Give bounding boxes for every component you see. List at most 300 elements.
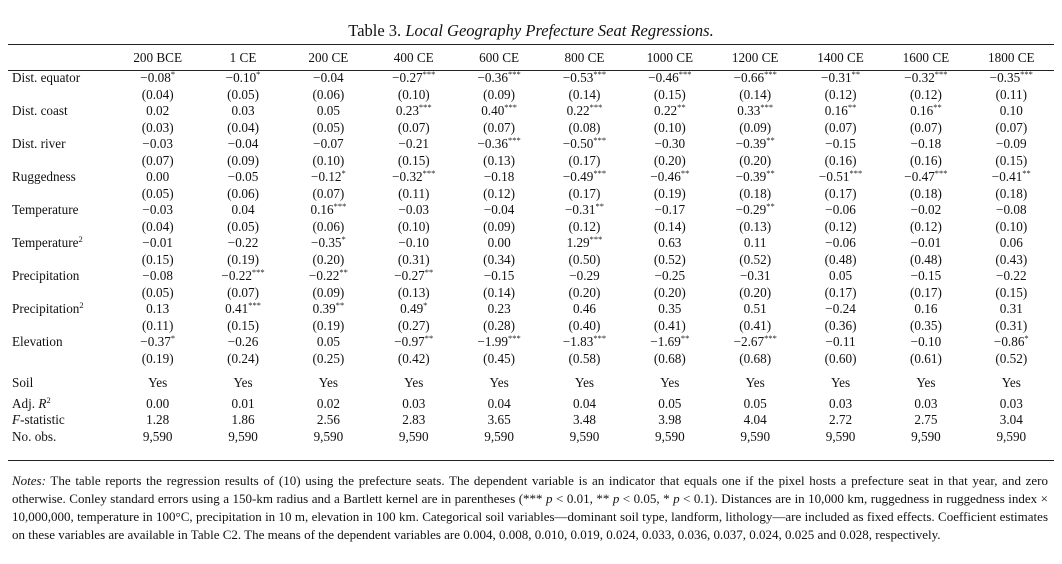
coefficient-cell: −0.03	[142, 136, 173, 151]
coefficient-cell: −2.67***	[733, 333, 777, 349]
std-error-cell: (0.19)	[227, 251, 259, 267]
coefficient-cell: 0.00	[146, 169, 170, 184]
coefficient-cell: −0.10	[910, 334, 942, 349]
column-header: 600 CE	[479, 49, 520, 65]
column-header: 1400 CE	[817, 49, 864, 65]
coefficient-cell: −0.51***	[818, 168, 863, 184]
std-error-cell: (0.09)	[483, 86, 516, 102]
std-error-cell: (0.35)	[909, 317, 942, 333]
std-error-cell: (0.45)	[483, 350, 516, 366]
table-row	[8, 429, 1054, 446]
std-error-cell: (0.10)	[653, 119, 686, 135]
coefficient-cell: 0.00	[487, 235, 511, 250]
std-error-cell: (0.24)	[227, 350, 259, 366]
std-error-cell: (0.16)	[824, 152, 857, 168]
coefficient-cell: 0.35	[658, 301, 682, 316]
std-error-cell: (0.13)	[739, 218, 772, 234]
std-error-cell: (0.15)	[653, 86, 686, 102]
coefficient-cell: −0.21	[398, 136, 430, 151]
std-error-cell: (0.68)	[739, 350, 772, 366]
coefficient-cell: 0.46	[572, 301, 597, 316]
stat-cell: 2.75	[914, 412, 938, 427]
std-error-cell: (0.12)	[824, 86, 857, 102]
soil-cell: Yes	[830, 375, 851, 390]
std-error-cell: (0.12)	[483, 185, 516, 201]
std-error-cell: (0.20)	[312, 251, 345, 267]
coefficient-cell: −0.27**	[394, 267, 434, 283]
coefficient-cell: −0.32***	[392, 168, 436, 184]
top-rule	[8, 44, 1054, 45]
coefficient-cell: −0.26	[227, 334, 259, 349]
stat-cell: 0.05	[743, 395, 767, 411]
coefficient-cell: 0.11	[743, 235, 767, 250]
std-error-cell: (0.06)	[312, 218, 345, 234]
coefficient-cell: −0.22**	[308, 267, 348, 283]
coefficient-cell: −0.36***	[477, 69, 521, 85]
table-row	[8, 396, 1054, 413]
coefficient-cell: 0.63	[658, 235, 682, 250]
std-error-cell: (0.25)	[312, 350, 345, 366]
coefficient-cell: 0.51	[743, 301, 767, 316]
caption-prefix: Table 3.	[348, 21, 402, 40]
column-header: 1 CE	[229, 49, 257, 65]
std-error-cell: (0.68)	[653, 350, 686, 366]
stat-cell: 3.65	[487, 412, 511, 427]
coefficient-cell: −0.35*	[311, 234, 346, 250]
coefficient-cell: −0.50***	[562, 135, 607, 151]
std-error-cell: (0.07)	[909, 119, 942, 135]
soil-cell: Yes	[916, 375, 936, 390]
coefficient-cell: −0.18	[483, 169, 515, 184]
stat-cell: 1.28	[146, 412, 170, 427]
soil-cell: Yes	[404, 375, 424, 390]
column-header: 200 CE	[308, 49, 349, 65]
stat-cell: 2.72	[829, 412, 853, 427]
std-error-cell: (0.20)	[568, 284, 601, 300]
coefficient-cell: −0.31**	[564, 201, 604, 217]
coefficient-cell: −0.22	[227, 235, 259, 250]
table-row	[8, 412, 1054, 429]
coefficient-cell: 0.05	[829, 268, 853, 283]
std-error-cell: (0.04)	[227, 119, 259, 135]
stat-cell: 3.48	[572, 412, 597, 427]
std-error-cell: (0.28)	[483, 317, 516, 333]
stat-cell: 9,590	[655, 428, 685, 444]
std-error-cell: (0.42)	[397, 350, 430, 366]
table-row	[8, 301, 1054, 318]
std-error-cell: (0.06)	[312, 86, 345, 102]
std-error-cell: (0.12)	[568, 218, 601, 234]
std-error-cell: (0.17)	[824, 185, 857, 201]
coefficient-cell: −0.08	[142, 268, 173, 283]
coefficient-cell: −0.03	[142, 202, 173, 217]
soil-cell: Yes	[148, 375, 168, 390]
column-header: 800 CE	[564, 49, 605, 65]
coefficient-cell: 0.06	[999, 235, 1023, 250]
std-error-cell: (0.12)	[824, 218, 857, 234]
stat-label: F-statistic	[12, 412, 65, 427]
std-error-cell: (0.10)	[397, 218, 430, 234]
std-error-cell: (0.09)	[483, 218, 516, 234]
coefficient-cell: 0.16**	[824, 102, 857, 118]
std-error-cell: (0.14)	[568, 86, 601, 102]
stat-label: Adj. $R^2$	[12, 394, 51, 411]
coefficient-cell: −0.53***	[562, 69, 607, 85]
std-error-cell: (0.10)	[995, 218, 1028, 234]
std-error-cell: (0.03)	[141, 119, 174, 135]
stat-cell: 9,590	[740, 428, 771, 444]
std-error-cell: (0.06)	[227, 185, 259, 201]
coefficient-cell: −0.29**	[735, 201, 775, 217]
coefficient-cell: −0.36***	[477, 135, 521, 151]
stat-cell: 1.86	[231, 412, 255, 427]
coefficient-cell: −0.46**	[650, 168, 690, 184]
std-error-cell: (0.13)	[483, 152, 516, 168]
coefficient-cell: −1.99***	[477, 333, 521, 349]
blank-label	[8, 285, 115, 302]
blank-label	[8, 351, 115, 368]
std-error-cell: (0.07)	[312, 185, 345, 201]
regression-table	[8, 49, 1054, 445]
stat-cell: 0.02	[316, 395, 340, 411]
std-error-cell: (0.09)	[227, 152, 259, 168]
column-header: 200 BCE	[133, 49, 183, 65]
stat-cell: 0.01	[231, 395, 255, 411]
coefficient-cell: 0.23	[487, 301, 511, 316]
coefficient-cell: 0.22***	[566, 102, 603, 118]
spacer-row	[8, 367, 1054, 375]
variable-label: Elevation	[12, 334, 63, 349]
std-error-cell: (0.16)	[909, 152, 942, 168]
std-error-cell: (0.50)	[568, 251, 601, 267]
bottom-rule	[8, 460, 1054, 461]
stat-cell: 0.03	[914, 395, 938, 411]
coefficient-cell: −0.10	[398, 235, 430, 250]
std-error-cell: (0.15)	[995, 152, 1028, 168]
std-error-cell: (0.15)	[227, 317, 259, 333]
coefficient-cell: −0.18	[910, 136, 942, 151]
stat-cell: 0.00	[146, 395, 170, 411]
coefficient-cell: 0.16***	[310, 201, 347, 217]
std-error-cell: (0.19)	[312, 317, 345, 333]
std-error-cell: (0.14)	[653, 218, 686, 234]
stat-cell: 9,590	[569, 428, 600, 444]
coefficient-cell: −0.17	[654, 202, 686, 217]
table-row	[8, 103, 1054, 120]
coefficient-cell: −0.31**	[821, 69, 861, 85]
std-error-cell: (0.48)	[824, 251, 857, 267]
stat-cell: 3.98	[658, 412, 682, 427]
coefficient-cell: −0.07	[313, 136, 344, 151]
coefficient-cell: −0.35***	[989, 69, 1033, 85]
stat-cell: 0.04	[572, 395, 597, 411]
coefficient-cell: −0.30	[654, 136, 686, 151]
std-error-cell: (0.11)	[995, 86, 1027, 102]
std-error-cell: (0.07)	[141, 152, 174, 168]
coefficient-cell: −0.37*	[140, 333, 176, 349]
column-header: 1000 CE	[646, 49, 694, 65]
coefficient-cell: −0.47***	[904, 168, 948, 184]
coefficient-cell: −0.15	[825, 136, 856, 151]
table-caption	[0, 20, 1062, 42]
table-row	[8, 169, 1054, 186]
std-error-cell: (0.11)	[141, 317, 174, 333]
std-error-cell: (0.10)	[397, 86, 430, 102]
std-error-cell: (0.41)	[653, 317, 686, 333]
coefficient-cell: −0.02	[910, 202, 942, 217]
std-error-cell: (0.09)	[739, 119, 772, 135]
table-row	[8, 120, 1054, 137]
std-error-cell: (0.05)	[312, 119, 345, 135]
variable-label: Soil	[12, 375, 34, 390]
std-error-cell: (0.31)	[397, 251, 430, 267]
spacer	[8, 367, 115, 375]
std-error-cell: (0.05)	[141, 185, 174, 201]
soil-cell: Yes	[745, 375, 765, 390]
std-error-cell: (0.40)	[568, 317, 601, 333]
coefficient-cell: −0.27***	[392, 69, 436, 85]
std-error-cell: (0.11)	[398, 185, 430, 201]
coefficient-cell: −0.01	[142, 235, 173, 250]
stat-cell: 9,590	[825, 428, 856, 444]
std-error-cell: (0.18)	[995, 185, 1028, 201]
std-error-cell: (0.04)	[141, 218, 174, 234]
coefficient-cell: 0.16**	[910, 102, 942, 118]
caption-title: Local Geography Prefecture Seat Regressions.	[405, 21, 714, 40]
stat-cell: 3.04	[999, 412, 1023, 427]
stat-cell: 0.04	[487, 395, 511, 411]
std-error-cell: (0.31)	[995, 317, 1028, 333]
table-row	[8, 351, 1054, 368]
coefficient-cell: −0.97**	[394, 333, 434, 349]
stat-cell: 9,590	[313, 428, 344, 444]
std-error-cell: (0.07)	[995, 119, 1028, 135]
coefficient-cell: 0.03	[231, 103, 255, 118]
coefficient-cell: −0.22	[996, 268, 1027, 283]
std-error-cell: (0.14)	[739, 86, 772, 102]
std-error-cell: (0.12)	[909, 218, 942, 234]
std-error-cell: (0.52)	[653, 251, 686, 267]
coefficient-cell: −1.69**	[650, 333, 690, 349]
variable-label: Temperature$^2$	[12, 234, 83, 250]
coefficient-cell: −0.04	[483, 202, 515, 217]
coefficient-cell: 1.29***	[566, 234, 603, 250]
coefficient-cell: −0.15	[483, 268, 515, 283]
std-error-cell: (0.20)	[739, 284, 772, 300]
variable-label: Precipitation	[12, 268, 80, 283]
std-error-cell: (0.15)	[141, 251, 174, 267]
std-error-cell: (0.15)	[397, 152, 430, 168]
variable-label: Dist. river	[12, 136, 66, 151]
coefficient-cell: −0.66***	[733, 69, 777, 85]
soil-cell: Yes	[489, 375, 509, 390]
coefficient-cell: 0.04	[231, 202, 255, 217]
std-error-cell: (0.10)	[312, 152, 345, 168]
coefficient-cell: −0.15	[910, 268, 942, 283]
coefficient-cell: −1.83***	[562, 333, 607, 349]
stat-cell: 0.05	[658, 395, 682, 411]
coefficient-cell: 0.33***	[737, 102, 774, 118]
stat-label: No. obs.	[12, 428, 57, 444]
stat-cell: 9,590	[911, 428, 941, 444]
std-error-cell: (0.17)	[568, 185, 601, 201]
soil-cell: Yes	[318, 375, 338, 390]
stat-cell: 0.03	[829, 395, 853, 411]
column-header: 1600 CE	[902, 49, 950, 65]
table-row	[8, 375, 1054, 392]
stat-cell: 9,590	[228, 428, 258, 444]
coefficient-cell: −0.12*	[311, 168, 346, 184]
blank-label	[8, 87, 115, 104]
coefficient-cell: −0.09	[996, 136, 1027, 151]
std-error-cell: (0.05)	[227, 218, 259, 234]
std-error-cell: (0.08)	[568, 119, 601, 135]
std-error-cell: (0.19)	[141, 350, 174, 366]
coefficient-cell: 0.16	[914, 301, 938, 316]
column-header: 1200 CE	[731, 49, 779, 65]
stat-cell: 0.03	[999, 395, 1023, 411]
coefficient-cell: −0.39**	[735, 135, 775, 151]
coefficient-cell: 0.05	[316, 334, 340, 349]
coefficient-cell: 0.22**	[654, 102, 686, 118]
coefficient-cell: 0.10	[999, 103, 1023, 118]
std-error-cell: (0.13)	[397, 284, 430, 300]
coefficient-cell: −0.08*	[140, 69, 176, 85]
coefficient-cell: −0.29	[569, 268, 600, 283]
std-error-cell: (0.60)	[824, 350, 857, 366]
std-error-cell: (0.19)	[653, 185, 686, 201]
coefficient-cell: 0.31	[999, 301, 1023, 316]
std-error-cell: (0.12)	[909, 86, 942, 102]
std-error-cell: (0.20)	[653, 284, 686, 300]
std-error-cell: (0.43)	[995, 251, 1028, 267]
std-error-cell: (0.04)	[141, 86, 174, 102]
std-error-cell: (0.61)	[909, 350, 942, 366]
coefficient-cell: −0.86*	[993, 333, 1029, 349]
std-error-cell: (0.07)	[227, 284, 259, 300]
coefficient-cell: −0.31	[739, 268, 771, 283]
coefficient-cell: 0.05	[316, 103, 340, 118]
blank-label	[8, 318, 115, 335]
coefficient-cell: 0.40***	[481, 102, 518, 118]
std-error-cell: (0.14)	[483, 284, 516, 300]
stat-cell: 2.56	[316, 412, 340, 427]
notes-text: The table reports the regression results of (10) using the prefecture seats. The dependent variable is an indicator that equals one if the pixel hosts a prefecture seat in that year, and zero otherwise. Conley standard errors using a 150-km radius and a Bartlett kernel are in parentheses (*** p < 0.01, ** p < 0.05, * p < 0.1). Distances are in 10,000 km, ruggedness in ruggedness index × 10,000,000, temperature in 100°C, precipitation in 10 m, elevation in 100 km. Categorical soil variables—dominant soil type, landform, lithology—are included as fixed effects. Coefficient estimates on these variables are available in Table C2. The means of the dependent variables are 0.004, 0.008, 0.010, 0.019, 0.024, 0.033, 0.036, 0.037, 0.024, 0.025 and 0.028, respectively.	[12, 473, 1049, 542]
std-error-cell: (0.34)	[483, 251, 516, 267]
std-error-cell: (0.07)	[397, 119, 430, 135]
std-error-cell: (0.20)	[653, 152, 686, 168]
coefficient-cell: 0.41***	[225, 300, 261, 316]
coefficient-cell: −0.06	[825, 235, 856, 250]
std-error-cell: (0.07)	[824, 119, 857, 135]
coefficient-cell: −0.04	[313, 70, 344, 85]
table-row	[8, 186, 1054, 203]
variable-label: Dist. coast	[12, 103, 68, 118]
soil-cell: Yes	[233, 375, 253, 390]
blank-label	[8, 252, 115, 269]
coefficient-cell: 0.49*	[400, 300, 428, 316]
std-error-cell: (0.17)	[909, 284, 942, 300]
stat-cell: 4.04	[743, 412, 767, 427]
table-row	[8, 153, 1054, 170]
stat-cell: 0.03	[402, 395, 426, 411]
soil-cell: Yes	[574, 375, 595, 390]
coefficient-cell: −0.49***	[562, 168, 607, 184]
blank-label	[8, 153, 115, 170]
std-error-cell: (0.18)	[909, 185, 942, 201]
std-error-cell: (0.20)	[739, 152, 772, 168]
table-row	[8, 202, 1054, 219]
blank-label	[8, 186, 115, 203]
std-error-cell: (0.17)	[568, 152, 601, 168]
variable-label: Dist. equator	[12, 70, 81, 85]
coefficient-cell: −0.04	[227, 136, 259, 151]
std-error-cell: (0.36)	[824, 317, 857, 333]
soil-cell: Yes	[660, 375, 680, 390]
table-row	[8, 219, 1054, 236]
table-row	[8, 252, 1054, 269]
coefficient-cell: −0.08	[996, 202, 1027, 217]
table-row	[8, 334, 1054, 351]
table-row	[8, 136, 1054, 153]
stat-cell: 9,590	[996, 428, 1027, 444]
coefficient-cell: −0.46***	[648, 69, 692, 85]
coefficient-cell: −0.06	[825, 202, 856, 217]
coefficient-cell: −0.01	[910, 235, 942, 250]
std-error-cell: (0.05)	[141, 284, 174, 300]
std-error-cell: (0.09)	[312, 284, 345, 300]
coefficient-cell: −0.24	[825, 301, 856, 316]
header-corner	[8, 49, 115, 70]
std-error-cell: (0.52)	[739, 251, 772, 267]
header-row	[8, 49, 1054, 70]
notes-lead: Notes:	[12, 473, 46, 488]
coefficient-cell: 0.39**	[312, 300, 345, 316]
table-notes	[12, 472, 1048, 544]
soil-cell: Yes	[1001, 375, 1021, 390]
stat-cell: 9,590	[484, 428, 514, 444]
variable-label: Ruggedness	[12, 169, 76, 184]
std-error-cell: (0.58)	[568, 350, 601, 366]
coefficient-cell: 0.23***	[395, 102, 432, 118]
table-row	[8, 285, 1054, 302]
coefficient-cell: −0.32***	[904, 69, 948, 85]
coefficient-cell: −0.39**	[735, 168, 775, 184]
table-row	[8, 235, 1054, 252]
stat-cell: 9,590	[398, 428, 429, 444]
std-error-cell: (0.48)	[909, 251, 942, 267]
std-error-cell: (0.15)	[995, 284, 1028, 300]
std-error-cell: (0.05)	[227, 86, 259, 102]
blank-label	[8, 120, 115, 137]
column-header: 1800 CE	[988, 49, 1035, 65]
coefficient-cell: −0.25	[654, 268, 686, 283]
column-header: 400 CE	[393, 49, 434, 65]
coefficient-cell: −0.22***	[221, 267, 265, 283]
table-row	[8, 70, 1054, 87]
variable-label: Temperature	[12, 202, 79, 217]
std-error-cell: (0.27)	[397, 317, 430, 333]
blank-label	[8, 219, 115, 236]
stat-cell: 2.83	[402, 412, 426, 427]
table-row	[8, 318, 1054, 335]
std-error-cell: (0.17)	[824, 284, 857, 300]
coefficient-cell: 0.13	[146, 301, 170, 316]
stat-cell: 9,590	[142, 428, 173, 444]
coefficient-cell: 0.02	[146, 103, 170, 118]
variable-label: Precipitation$^2$	[12, 300, 84, 316]
table-row	[8, 87, 1054, 104]
